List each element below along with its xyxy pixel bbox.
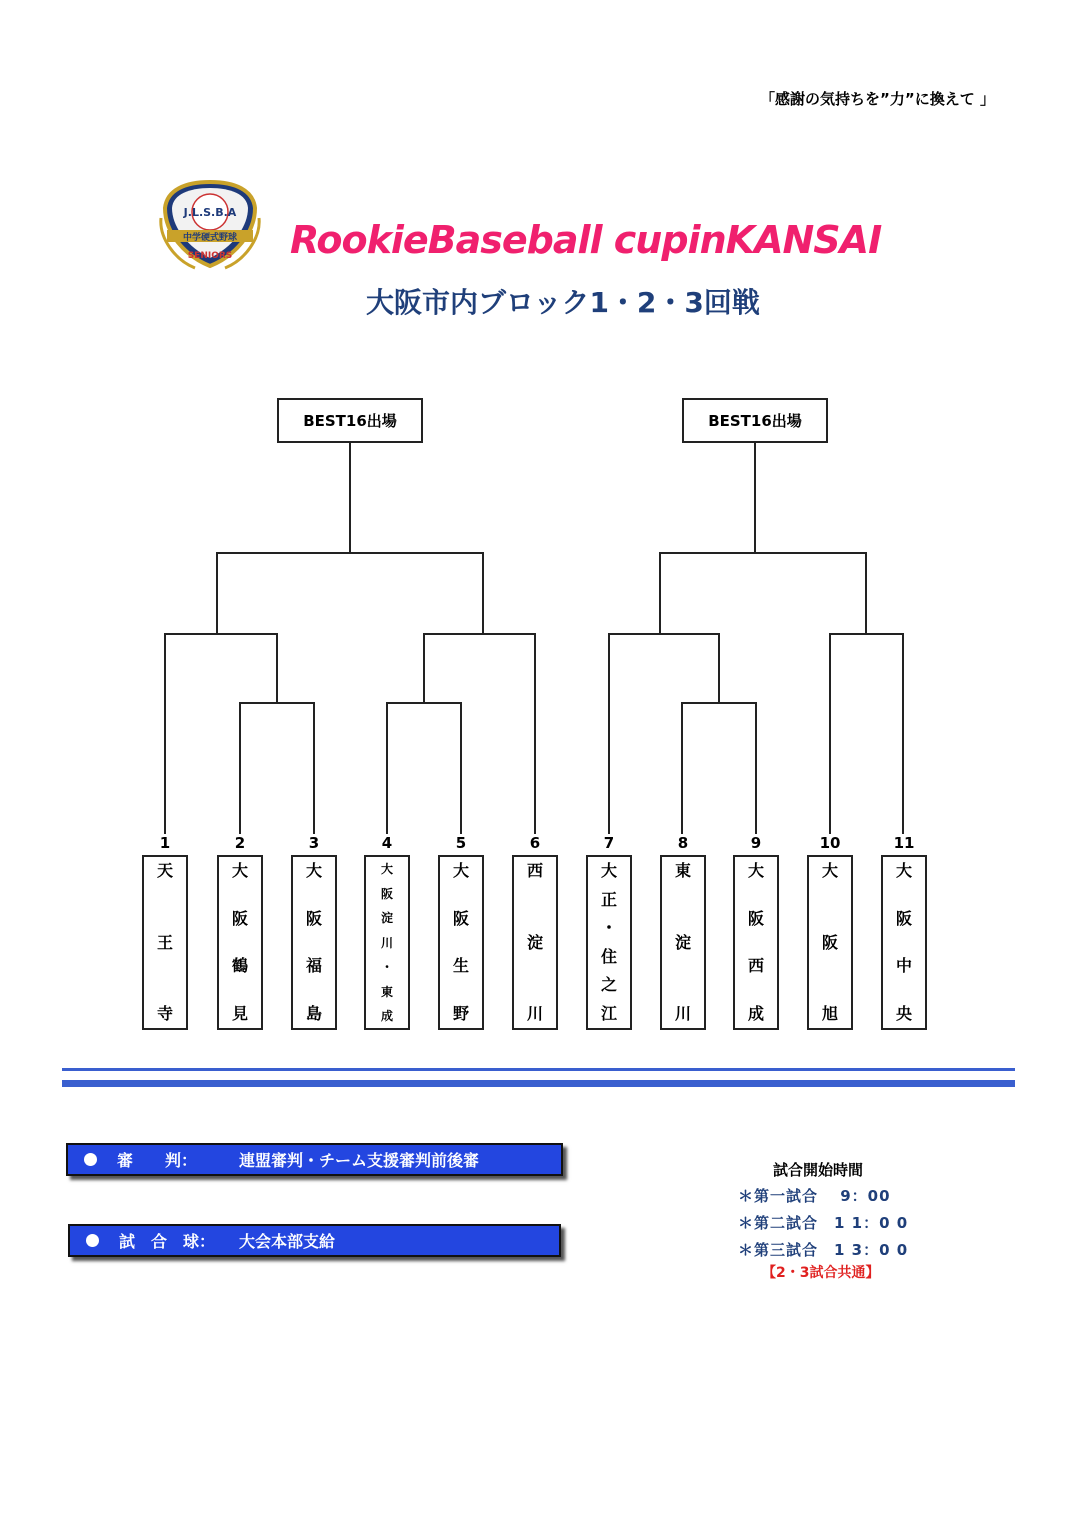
logo-text-mid: 中学硬式野球	[182, 233, 238, 243]
umpire-label: 審 判：	[117, 1151, 198, 1170]
team-number: 2	[234, 834, 246, 852]
team-number: 5	[455, 834, 467, 852]
team-number: 4	[381, 834, 393, 852]
team-name-char: 野	[452, 1003, 469, 1023]
team-name-char: 阪	[821, 932, 838, 952]
team-number: 3	[308, 834, 320, 852]
team-number: 9	[750, 834, 762, 852]
ball-info-bar	[68, 1224, 561, 1257]
team-name-char: 東	[674, 861, 691, 880]
team-name-char: 央	[895, 1003, 912, 1023]
team-name-char: 大	[895, 861, 912, 880]
schedule-row-1: ＊第一試合 9：00	[738, 1187, 891, 1205]
team-box	[291, 855, 337, 1030]
team-name-char: 鶴	[231, 956, 248, 976]
umpire-info-bar	[66, 1143, 563, 1176]
slogan: 「感謝の気持ちを”力”に換えて 」	[760, 90, 995, 108]
logo-text-top: J.L.S.B.A	[183, 206, 237, 219]
team-name-char: 淀	[380, 911, 393, 925]
schedule-row-2: ＊第二試合 1 1：0 0	[738, 1214, 909, 1232]
team-name-char: 見	[231, 1003, 248, 1023]
divider-thin	[62, 1068, 1015, 1071]
team-box	[438, 855, 484, 1030]
team-name-char: 大	[600, 861, 617, 880]
team-box	[217, 855, 263, 1030]
team-name-char: 阪	[380, 886, 393, 901]
team-name-char: 川	[380, 935, 393, 950]
tournament-subtitle: 大阪市内ブロック1・2・3回戦	[366, 286, 760, 319]
team-name-char: 大	[305, 861, 322, 880]
bullet-icon	[86, 1234, 99, 1247]
winner-box-left: BEST16出場	[277, 398, 423, 443]
team-name-char: 天	[156, 861, 173, 880]
team-box	[881, 855, 927, 1030]
team-name-char: 阪	[747, 908, 764, 928]
schedule-row-3: ＊第三試合 1 3：0 0	[738, 1241, 909, 1259]
team-name-char: 生	[452, 956, 469, 976]
team-name-char: 大	[821, 861, 838, 880]
team-number: 7	[603, 834, 615, 852]
team-name-char: 東	[380, 984, 393, 999]
team-number: 6	[529, 834, 541, 852]
team-box	[364, 855, 410, 1030]
winner-box-right: BEST16出場	[682, 398, 828, 443]
ball-value: 大会本部支給	[239, 1232, 336, 1251]
team-name-char: 川	[526, 1004, 543, 1023]
tournament-title: RookieBaseball cupinKANSAI	[290, 218, 882, 262]
team-name-char: 之	[600, 975, 617, 995]
team-name-char: 成	[380, 1009, 393, 1023]
team-number: 8	[677, 834, 689, 852]
team-name-char: 大	[452, 861, 469, 880]
ball-label: 試 合 球：	[119, 1232, 216, 1251]
schedule-note: 【2・3試合共通】	[762, 1265, 880, 1281]
schedule-title: 試合開始時間	[773, 1161, 864, 1179]
bullet-icon	[84, 1153, 97, 1166]
team-name-char: ・	[380, 960, 393, 974]
team-box	[512, 855, 558, 1030]
team-name-char: 中	[895, 956, 912, 976]
team-number: 1	[159, 834, 171, 852]
team-name-char: 阪	[895, 908, 912, 928]
team-name-char: 成	[747, 1003, 764, 1023]
team-name-char: 大	[231, 861, 248, 880]
team-number: 10	[819, 834, 841, 852]
team-name-char: 阪	[231, 908, 248, 928]
team-name-char: 寺	[156, 1004, 173, 1023]
umpire-value: 連盟審判・チーム支援審判前後審	[239, 1151, 480, 1170]
team-name-char: 淀	[526, 932, 543, 952]
team-name-char: 西	[747, 956, 764, 976]
team-name-char: 川	[674, 1004, 691, 1023]
team-name-char: 島	[305, 1003, 322, 1023]
team-name-char: ・	[600, 918, 617, 938]
team-name-char: 旭	[821, 1004, 838, 1023]
team-name-char: 大	[747, 861, 764, 880]
team-name-char: 阪	[305, 908, 322, 928]
team-name-char: 江	[600, 1003, 617, 1023]
team-name-char: 阪	[452, 908, 469, 928]
team-name-char: 大	[380, 862, 393, 876]
team-name-char: 福	[305, 956, 322, 976]
team-box	[142, 855, 188, 1030]
team-name-char: 住	[600, 946, 617, 966]
divider-thick	[62, 1080, 1015, 1087]
team-box	[586, 855, 632, 1030]
team-name-char: 西	[526, 861, 543, 880]
logo-text-bottom: SENIORS	[187, 251, 233, 261]
team-name-char: 淀	[674, 932, 691, 952]
team-box	[660, 855, 706, 1030]
team-box	[733, 855, 779, 1030]
team-box	[807, 855, 853, 1030]
team-name-char: 王	[156, 932, 173, 952]
team-name-char: 正	[600, 889, 617, 909]
team-number: 11	[893, 834, 915, 852]
